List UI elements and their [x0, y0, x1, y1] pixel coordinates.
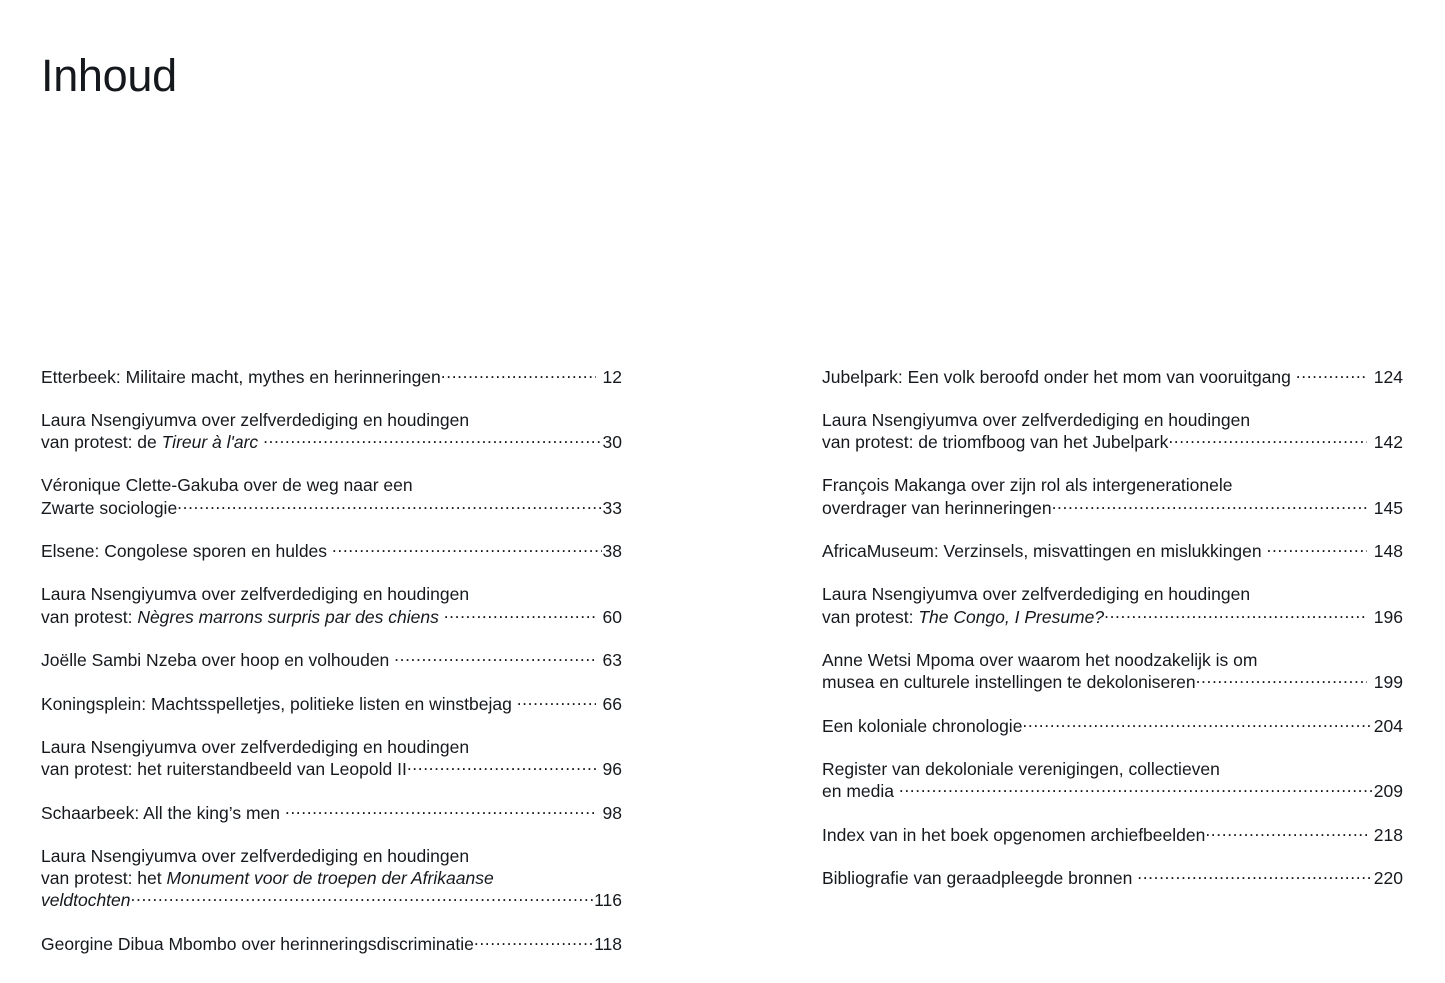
toc-entry-line	[41, 889, 622, 912]
toc-entry-line	[822, 365, 1403, 388]
toc-entry[interactable]	[41, 583, 622, 628]
toc-entry-line	[822, 474, 1403, 496]
toc-page-number[interactable]: 66	[602, 693, 622, 714]
toc-entry-label: François Makanga over zijn rol als intergenerationele	[822, 475, 1233, 495]
toc-page-number[interactable]: 33	[602, 497, 622, 518]
toc-page-number[interactable]: 124	[1373, 366, 1403, 387]
dot-leader	[899, 780, 1373, 798]
toc-entry-line	[822, 649, 1403, 671]
toc-entry-label: Joëlle Sambi Nzeba over hoop en volhouden	[41, 650, 395, 670]
toc-entry-label: Anne Wetsi Mpoma over waarom het noodzakelijk is om	[822, 649, 1258, 670]
toc-page-number[interactable]: 118	[594, 933, 622, 954]
toc-entry-line	[41, 867, 622, 889]
toc-entry[interactable]	[822, 409, 1403, 454]
toc-entry-line	[41, 583, 622, 605]
toc-page-number[interactable]: 204	[1373, 715, 1403, 736]
toc-entry-title-italic: Tireur à l'arc	[161, 432, 259, 452]
toc-page-number[interactable]: 196	[1373, 606, 1403, 627]
toc-entry-label: van protest: het ruiterstandbeeld van Leopold II	[41, 759, 407, 779]
toc-entry-label: Laura Nsengiyumva over zelfverdediging en houdingen	[822, 584, 1251, 604]
toc-entry-label: Elsene: Congolese sporen en huldes	[41, 541, 332, 561]
toc-page-number[interactable]: 98	[602, 802, 622, 823]
toc-entry-label: Jubelpark: Een volk beroofd onder het mom van vooruitgang	[822, 366, 1296, 387]
toc-entry-line	[41, 365, 622, 388]
toc-entry-line	[822, 605, 1403, 628]
toc-page-number[interactable]: 30	[602, 432, 622, 452]
toc-entry-label: Zwarte sociologie	[41, 497, 178, 518]
toc-entry-line	[822, 758, 1403, 780]
toc-entry-title-italic: The Congo, I Presume?	[918, 606, 1105, 627]
toc-entry-line	[41, 692, 622, 715]
toc-entry[interactable]	[41, 736, 622, 781]
toc-entry-label: Laura Nsengiyumva over zelfverdediging en houdingen	[41, 736, 470, 757]
dot-leader	[332, 540, 602, 558]
dot-leader	[263, 431, 601, 449]
toc-entry-label: Index van in het boek opgenomen archiefbeelden	[822, 824, 1206, 845]
toc-entry-label: Laura Nsengiyumva over zelfverdediging en houdingen	[41, 845, 470, 866]
toc-entry[interactable]	[822, 474, 1403, 519]
toc-entry-title-italic: Monument voor de troepen der Afrikaanse	[166, 867, 494, 888]
toc-entry-line	[822, 540, 1403, 563]
dot-leader	[285, 801, 596, 819]
toc-entry[interactable]	[822, 540, 1403, 563]
toc-entry-line	[822, 496, 1403, 519]
toc-page-number[interactable]: 38	[602, 541, 622, 561]
toc-entry-line	[822, 583, 1403, 605]
toc-entry[interactable]	[41, 409, 622, 454]
toc-entry-label	[41, 889, 131, 911]
dot-leader	[131, 889, 594, 907]
dot-leader	[1168, 431, 1366, 449]
toc-entry[interactable]	[41, 692, 622, 715]
toc-entry-label: en media	[822, 781, 899, 801]
toc-entry-label: Véronique Clette-Gakuba over de weg naar een	[41, 475, 413, 495]
toc-entry-label: Een koloniale chronologie	[822, 715, 1023, 736]
toc-page-number[interactable]: 209	[1373, 781, 1403, 801]
toc-entry-line	[822, 409, 1403, 431]
toc-entry[interactable]	[41, 932, 622, 955]
toc-entry-label: van protest: de triomfboog van het Jubelpark	[822, 432, 1169, 452]
toc-entry[interactable]	[822, 867, 1403, 890]
toc-page-number[interactable]: 148	[1373, 541, 1403, 561]
toc-entry-label: van protest: het Monument voor de troepen der Afrikaanse	[41, 867, 494, 888]
toc-entry-line	[822, 780, 1403, 803]
toc-entry-line	[41, 801, 622, 824]
toc-page-number[interactable]: 220	[1373, 868, 1403, 888]
toc-entry-line	[41, 932, 622, 955]
dot-leader	[444, 605, 596, 623]
toc-entry-line	[822, 823, 1403, 846]
toc-page-number[interactable]: 218	[1373, 824, 1403, 845]
toc-entry[interactable]	[822, 649, 1403, 694]
toc-entry-label: van protest: de Tireur à l'arc	[41, 432, 259, 452]
toc-entry[interactable]	[822, 365, 1403, 388]
toc-entry-line	[822, 431, 1403, 454]
dot-leader	[1296, 365, 1367, 383]
toc-entry-title-italic: Nègres marrons surpris par des chiens	[137, 606, 439, 627]
dot-leader	[1104, 605, 1367, 623]
toc-entry-line	[41, 409, 622, 431]
toc-entry-title-italic: veldtochten	[41, 890, 131, 910]
dot-leader	[1022, 714, 1372, 732]
toc-entry-line	[41, 649, 622, 672]
toc-page-number[interactable]: 199	[1373, 672, 1403, 692]
toc-entry[interactable]	[41, 801, 622, 824]
dot-leader	[1267, 540, 1367, 558]
toc-entry-label: van protest: Nègres marrons surpris par des chiens	[41, 606, 439, 627]
toc-page-number[interactable]: 96	[602, 759, 622, 779]
dot-leader	[1196, 671, 1367, 689]
dot-leader	[474, 932, 593, 950]
toc-entry-line	[822, 867, 1403, 890]
toc-page-number[interactable]: 116	[594, 890, 622, 910]
toc-entry-line	[41, 496, 622, 519]
toc-entry-label: Bibliografie van geraadpleegde bronnen	[822, 868, 1138, 888]
toc-entry-line	[41, 736, 622, 758]
toc-entry-label: van protest: The Congo, I Presume?	[822, 606, 1105, 627]
toc-entry[interactable]	[41, 474, 622, 519]
toc-entry-label: Georgine Dibua Mbombo over herinneringsdiscriminatie	[41, 933, 474, 954]
toc-entry[interactable]	[41, 845, 622, 912]
toc-entry[interactable]	[822, 758, 1403, 803]
dot-leader	[407, 758, 596, 776]
toc-entry-label: Laura Nsengiyumva over zelfverdediging en houdingen	[822, 409, 1251, 430]
toc-page-number[interactable]: 145	[1373, 497, 1403, 518]
dot-leader	[441, 365, 596, 383]
toc-entry[interactable]	[41, 540, 622, 563]
toc-entry-line	[822, 714, 1403, 737]
dot-leader	[177, 496, 601, 514]
toc-entry-line	[41, 605, 622, 628]
toc-entry-line	[41, 540, 622, 563]
toc-page-number[interactable]: 142	[1373, 432, 1403, 452]
toc-entry-line	[41, 845, 622, 867]
dot-leader	[1137, 867, 1373, 885]
toc-column-left	[41, 365, 622, 955]
toc-entry-line	[822, 671, 1403, 694]
toc-entry-label: Register van dekoloniale verenigingen, collectieven	[822, 758, 1220, 779]
toc-entry-label: AfricaMuseum: Verzinsels, misvattingen en mislukkingen	[822, 541, 1267, 561]
toc-page-number[interactable]: 12	[602, 366, 622, 387]
toc-entry-line	[41, 474, 622, 496]
toc-entry-label: Etterbeek: Militaire macht, mythes en herinneringen	[41, 366, 441, 387]
dot-leader	[1052, 496, 1367, 514]
toc-column-right	[822, 365, 1403, 889]
page-title: Inhoud	[41, 50, 177, 102]
dot-leader	[1205, 823, 1366, 841]
toc-entry-label: Koningsplein: Machtsspelletjes, politieke listen en winstbejag	[41, 693, 517, 714]
toc-page-number[interactable]: 60	[602, 606, 622, 627]
toc-entry-label: Laura Nsengiyumva over zelfverdediging en houdingen	[41, 409, 470, 430]
toc-entry-label: Schaarbeek: All the king’s men	[41, 802, 285, 823]
dot-leader	[394, 649, 595, 667]
toc-entry-line	[41, 758, 622, 781]
toc-entry[interactable]	[822, 583, 1403, 628]
toc-entry-label: overdrager van herinneringen	[822, 497, 1052, 518]
toc-entry-line	[41, 431, 622, 454]
toc-entry-label: Laura Nsengiyumva over zelfverdediging en houdingen	[41, 584, 470, 604]
dot-leader	[517, 692, 596, 710]
toc-entry[interactable]	[822, 823, 1403, 846]
toc-entry-label: musea en culturele instellingen te dekoloniseren	[822, 672, 1196, 692]
toc-entry[interactable]	[41, 365, 622, 388]
toc-page-number[interactable]: 63	[602, 650, 622, 670]
toc-entry[interactable]	[41, 649, 622, 672]
toc-entry[interactable]	[822, 714, 1403, 737]
